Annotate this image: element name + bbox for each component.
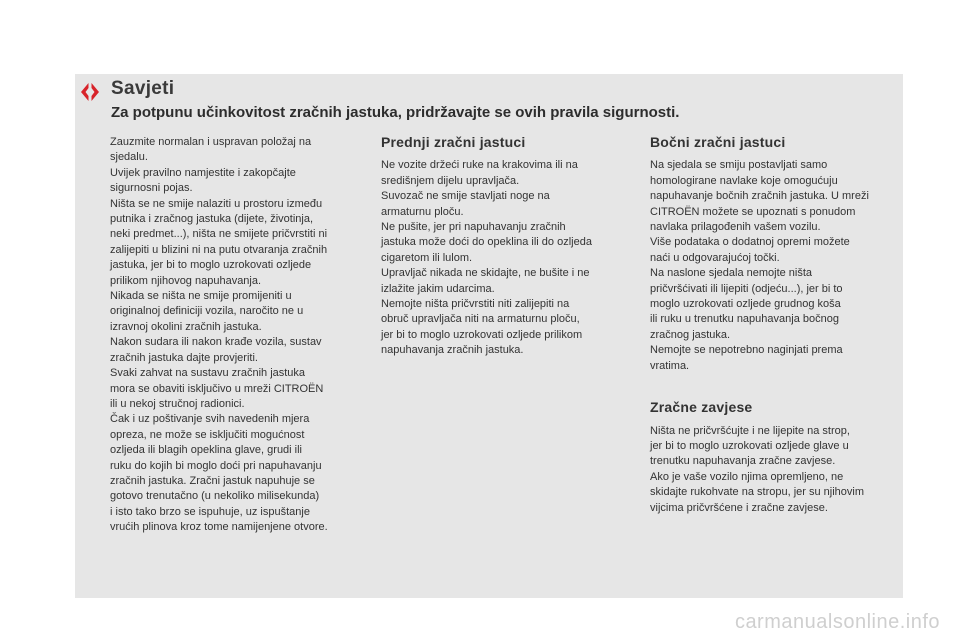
general-advice-text: Zauzmite normalan i uspravan položaj na sjedalu. Uvijek pravilno namjestite i zakopčajte sigurnosni pojas. Ništa se ne smije nalaziti u prostoru između putnika i zračnog jastuka (dijete, životinja, neki predmet...), ništa ne smijete pričvrstiti ni zalijepiti u blizini ni na putu otvaranja zračnih jastuka, jer bi to moglo uzrokovati ozljede prilikom njihovog napuhavanja. Nikada se ništa ne smije promijeniti u originalnoj definiciji vozila, naročito ne u izravnoj okolini zračnih jastuka. Nakon sudara ili nakon krađe vozila, sustav zračnih jastuka dajte provjeriti. Svaki zahvat na sustavu zračnih jastuka mora se obaviti isključivo u mreži CITROËN ili u nekoj stručnoj radionici. Čak i uz poštivanje svih navedenih mjera opreza, ne može se isključiti mogućnost ozljeda ili blagih opeklina glave, grudi ili ruku do kojih bi moglo doći pri napuhavanju zračnih jastuka. Zračni jastuk napuhuje se gotovo trenutačno (u nekoliko milisekunda) i isto tako brzo se ispuhuje, uz ispuštanje vrućih plinova kroz tome namijenjene otvore.	[110, 136, 328, 534]
general-advice-column	[110, 135, 360, 536]
tip-icon	[80, 82, 100, 102]
section-title: Savjeti	[111, 78, 175, 99]
side-airbags-heading: Bočni zračni jastuci	[650, 134, 786, 150]
side-airbags-text: Na sjedala se smiju postavljati samo homologirane navlake koje omogućuju napuhavanje bočnih zračnih jastuka. U mreži CITROËN možete se upoznati s ponudom navlaka prilagođenih vašem vozilu. Više podataka o dodatnoj opremi možete naći u odgovarajućoj točki. Na naslone sjedala nemojte ništa pričvršćivati ili lijepiti (odjeću...), jer bi to moglo uzrokovati ozljede grudnog koša ili ruku u trenutku napuhavanja bočnog zračnog jastuka. Nemojte se nepotrebno naginjati prema vratima.	[650, 159, 869, 372]
side-airbags-column	[650, 135, 900, 516]
front-airbags-text: Ne vozite držeći ruke na krakovima ili na središnjem dijelu upravljača. Suvozač ne smije stavljati noge na armaturnu ploču. Ne pušite, jer pri napuhavanju zračnih jastuka može doći do opeklina ili do ozljeda cigaretom ili lulom. Upravljač nikada ne skidajte, ne bušite i ne izlažite jakim udarcima. Nemojte ništa pričvrstiti niti zalijepiti na obruč upravljača niti na armaturnu ploču, jer bi to moglo uzrokovati ozljede prilikom napuhavanja zračnih jastuka.	[381, 159, 592, 357]
front-airbags-heading: Prednji zračni jastuci	[381, 134, 526, 150]
curtain-airbags-text: Ništa ne pričvršćujte i ne lijepite na strop, jer bi to moglo uzrokovati ozljede glave u trenutku napuhavanja zračne zavjese. Ako je vaše vozilo njima opremljeno, ne skidajte rukohvate na stropu, jer su njihovim vijcima pričvršćene i zračne zavjese.	[650, 424, 864, 514]
curtain-airbags-heading: Zračne zavjese	[650, 399, 753, 416]
watermark: carmanualsonline.info	[734, 611, 940, 633]
front-airbags-column	[381, 135, 631, 359]
page-subtitle: Za potpunu učinkovitost zračnih jastuka, pridržavajte se ovih pravila sigurnosti.	[111, 104, 680, 121]
